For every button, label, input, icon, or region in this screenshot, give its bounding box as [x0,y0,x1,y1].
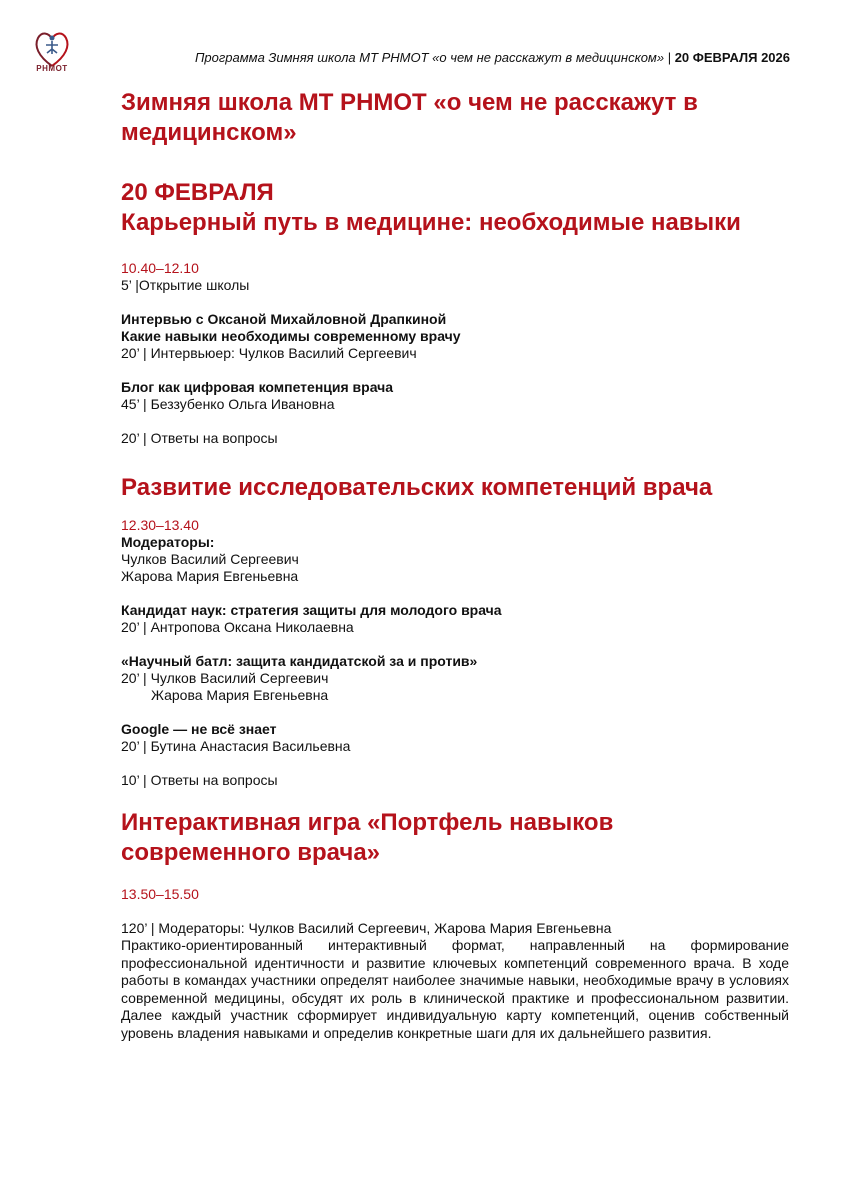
session-2-item-3 [121,721,789,755]
item-meta: 20’ | Интервьюер: Чулков Василий Сергеевич [121,345,417,361]
item-subtitle: Какие навыки необходимы современному врачу [121,328,461,344]
header-date: 20 ФЕВРАЛЯ 2026 [674,50,790,65]
item-title: Кандидат наук: стратегия защиты для молодого врача [121,602,502,618]
program-content [121,88,789,1042]
document-title [121,88,789,148]
session-2-item-1 [121,602,789,636]
session-3-heading-line-1: Интерактивная игра «Портфель навыков [121,809,614,836]
moderator-name: Жарова Мария Евгеньевна [121,568,299,584]
session-2-time: 12.30–13.40 [121,517,199,533]
day-date: 20 ФЕВРАЛЯ [121,179,274,206]
session-2-heading: Развитие исследовательских компетенций врача [121,474,713,501]
session-1-item-2 [121,379,789,413]
session-2-qa: 10’ | Ответы на вопросы [121,772,278,788]
session-3-heading [121,808,789,868]
session-3 [121,886,789,1042]
header-separator: | [664,50,675,65]
item-meta: 20’ | Антропова Оксана Николаевна [121,619,354,635]
session-3-meta: 120’ | Модераторы: Чулков Василий Сергеевич, Жарова Мария Евгеньевна [121,920,612,936]
session-3-time: 13.50–15.50 [121,886,199,902]
title-line-1: Зимняя школа МТ РНМОТ «о чем не расскажут в [121,89,698,116]
item-meta: 45’ | Беззубенко Ольга Ивановна [121,396,335,412]
item-title: Google — не всё знает [121,721,277,737]
day-theme: Карьерный путь в медицине: необходимые навыки [121,209,741,236]
header-program: Программа Зимняя школа МТ РНМОТ «о чем не расскажут в медицинском» [195,50,665,65]
session-1-time: 10.40–12.10 [121,260,199,276]
day-heading [121,178,789,238]
session-2 [121,517,789,789]
item-meta-continued: Жарова Мария Евгеньевна [151,687,329,703]
session-2-item-2 [121,653,789,704]
session-1 [121,260,789,447]
session-3-heading-line-2: современного врача» [121,839,381,866]
item-title: Интервью с Оксаной Михайловной Драпкиной [121,311,447,327]
title-line-2: медицинском» [121,119,297,146]
item-title: Блог как цифровая компетенция врача [121,379,394,395]
moderators-label: Модераторы: [121,534,215,550]
session-1-opening: 5’ |Открытие школы [121,277,250,293]
item-meta: 20’ | Чулков Василий Сергеевич [121,670,329,686]
item-title: «Научный батл: защита кандидатской за и против» [121,653,478,669]
item-meta: 20’ | Бутина Анастасия Васильевна [121,738,351,754]
session-3-description: Практико-ориентированный интерактивный формат, направленный на формирование профессиональной идентичности и развитие ключевых компетенций современного врача. В ходе работы в командах участники определят наиболее значимые навыки, необходимые врачу в условиях современной медицины, обсудят их роль в клинической практике и профессиональном развитии. Далее каждый участник сформирует индивидуальную карту компетенций, оценив собственный уровень владения навыками и определив конкретные шаги для их дальнейшего развития. [121,937,789,1041]
session-1-qa: 20’ | Ответы на вопросы [121,430,278,446]
logo-text: РНМОТ [36,64,68,73]
running-header [90,50,790,65]
session-1-item-1 [121,311,789,362]
moderator-name: Чулков Василий Сергеевич [121,551,299,567]
